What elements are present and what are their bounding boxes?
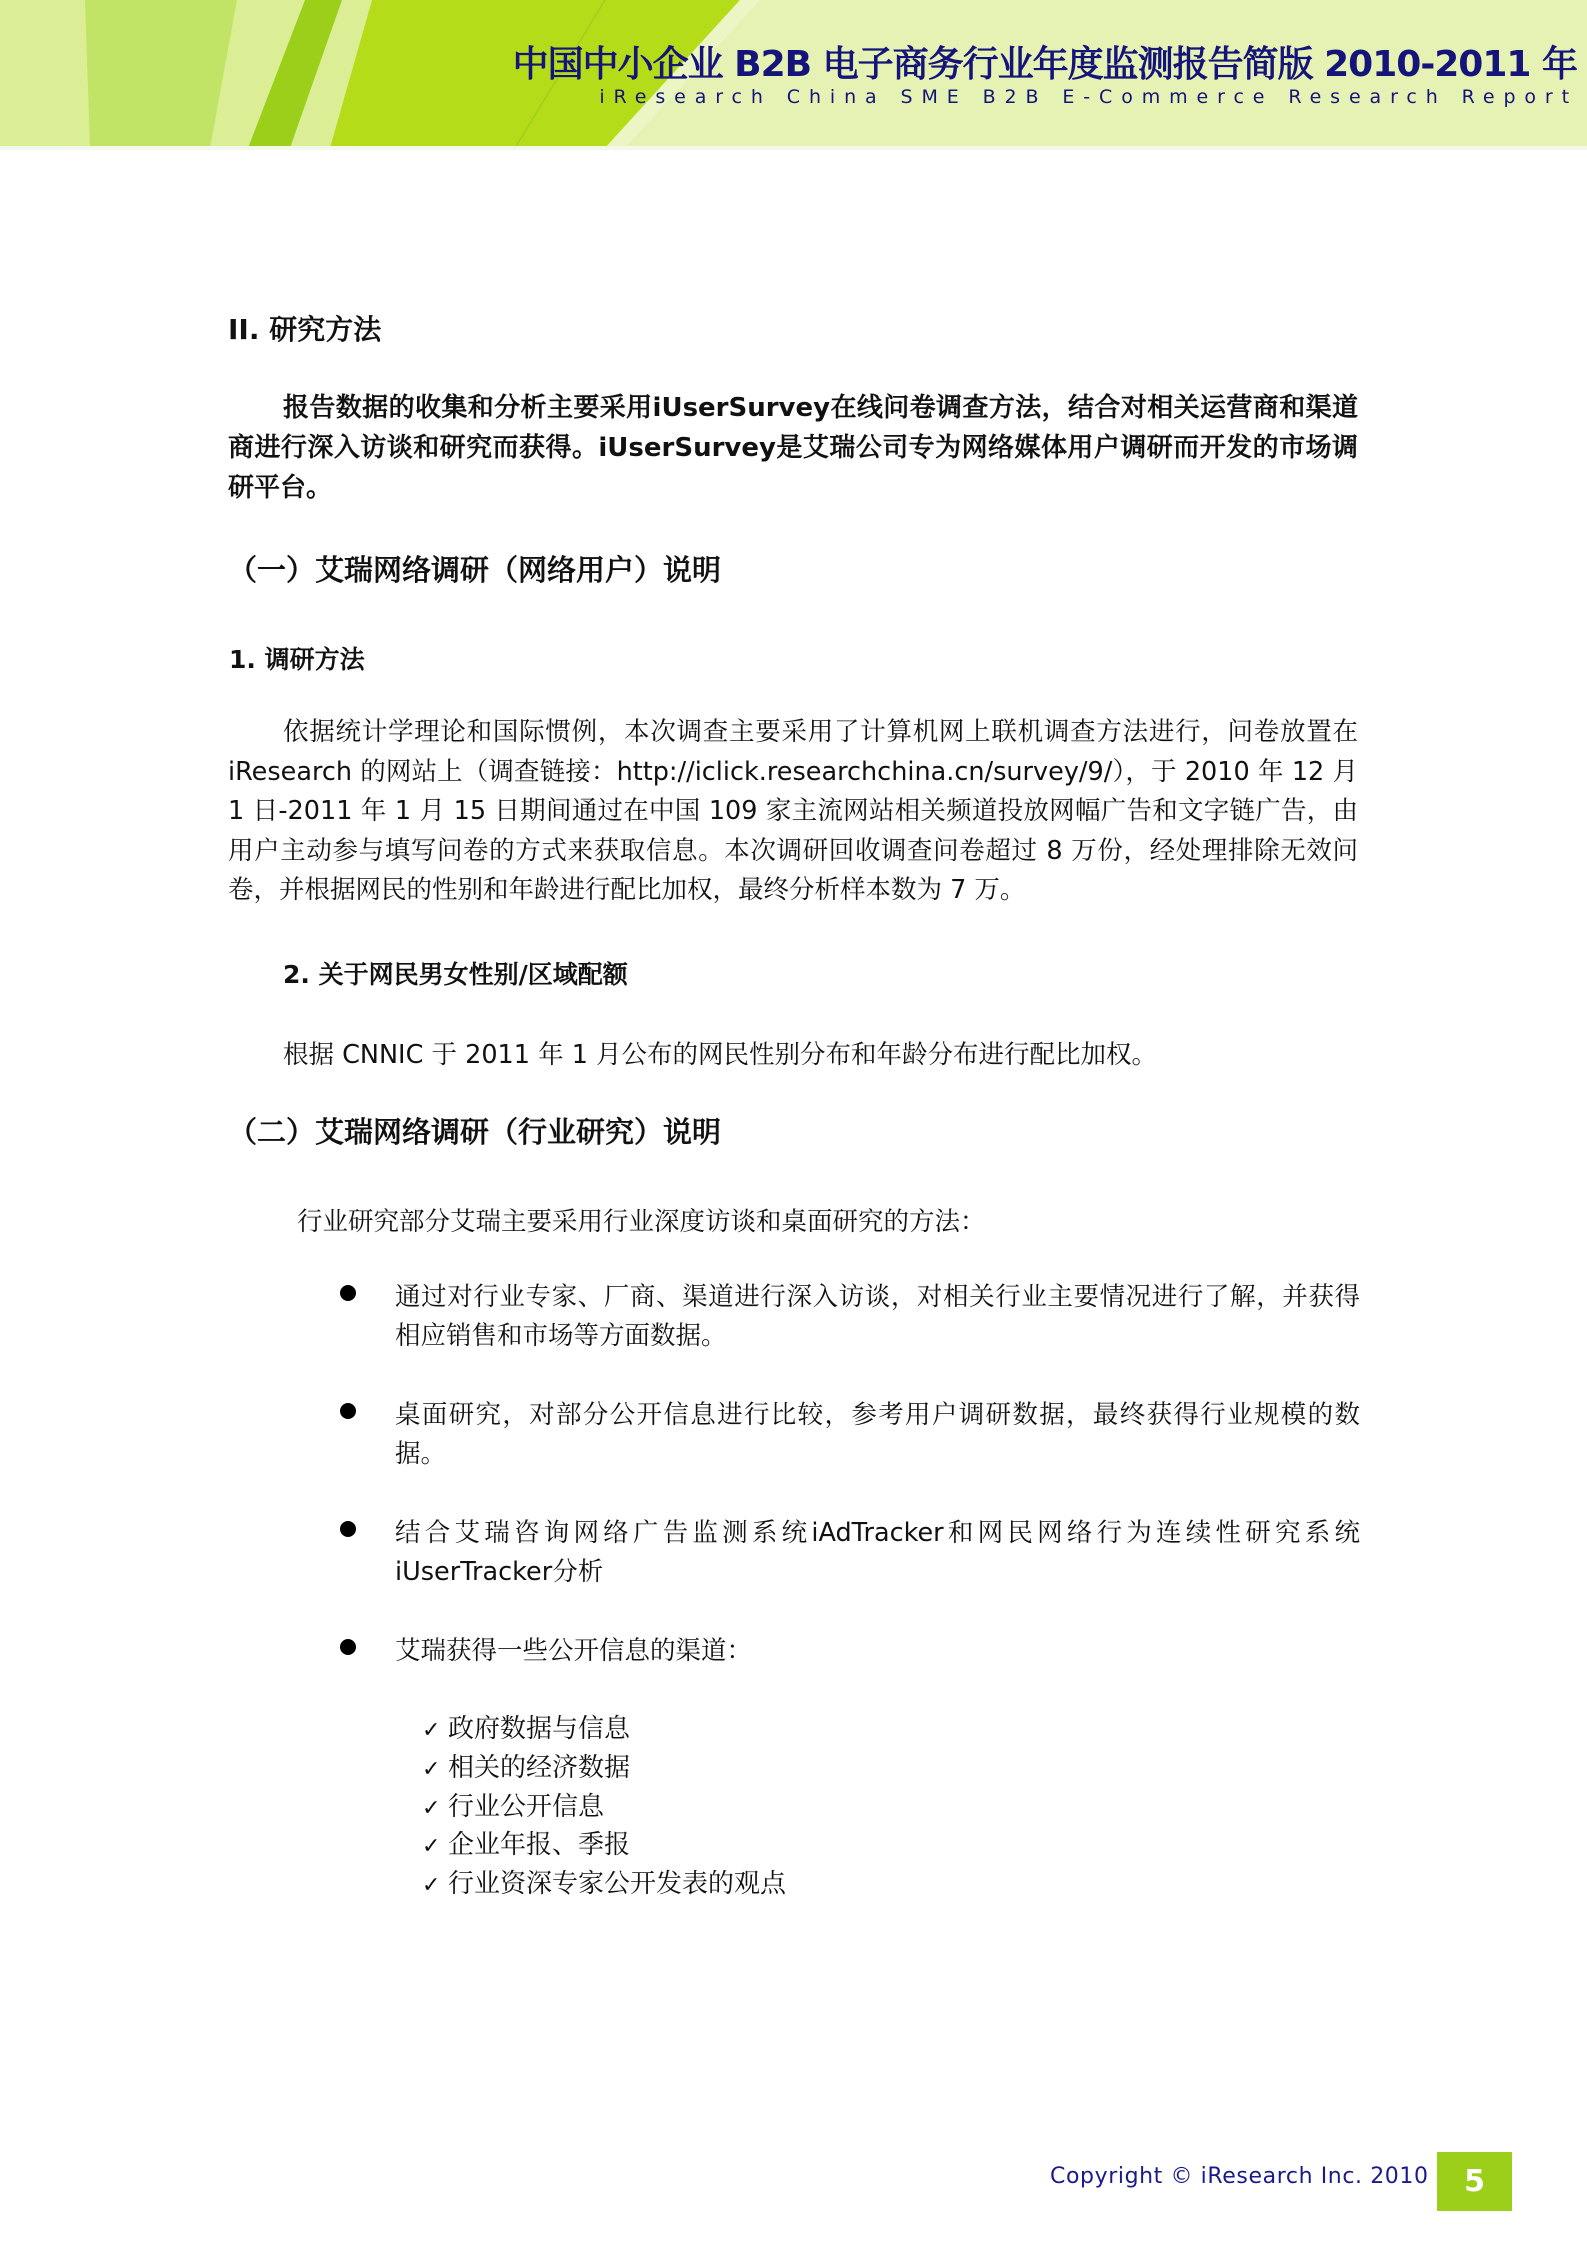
filled-circle-icon (340, 1285, 356, 1301)
subsection-1-title: （一）艾瑞网络调研（网络用户）说明 (228, 553, 722, 587)
checklist-item-label: 行业公开信息 (448, 1791, 605, 1822)
report-subtitle: iResearch China SME B2B E-Commerce Research Report (599, 86, 1578, 108)
checklist-item-label: 政府数据与信息 (448, 1714, 631, 1744)
filled-circle-icon (340, 1403, 356, 1419)
public-info-channels-list (422, 1710, 786, 1904)
checklist-item (422, 1749, 786, 1788)
checkmark-icon: ✓ (422, 1756, 441, 1782)
checklist-item-label: 企业年报、季报 (448, 1830, 631, 1861)
intro-paragraph: 报告数据的收集和分析主要采用iUserSurvey在线问卷调查方法，结合对相关运营商和渠道商进行深入访谈和研究而获得。iUserSurvey是艾瑞公司专为网络媒体用户调研而开发的市场调研平台。 (228, 393, 1358, 503)
bullet-item: 结合艾瑞咨询网络广告监测系统iAdTracker和网民网络行为连续性研究系统iUserTracker分析 (395, 1518, 1360, 1587)
section-title: II. 研究方法 (228, 313, 382, 346)
filled-circle-icon (340, 1639, 356, 1655)
checkmark-icon: ✓ (422, 1718, 441, 1743)
checklist-item (422, 1826, 786, 1865)
item-1-title: 1. 调研方法 (229, 645, 365, 674)
checkmark-icon: ✓ (422, 1834, 441, 1860)
checkmark-icon: ✓ (422, 1795, 441, 1821)
subsection-2-intro: 行业研究部分艾瑞主要采用行业深度访谈和桌面研究的方法： (297, 1207, 986, 1237)
bullet-item: 艾瑞获得一些公开信息的渠道： (395, 1636, 753, 1666)
report-title: 中国中小企业 B2B 电子商务行业年度监测报告简版 2010-2011 年 (512, 44, 1577, 85)
page-number: 5 (1437, 2152, 1512, 2211)
subsection-2-title: （二）艾瑞网络调研（行业研究）说明 (228, 1115, 722, 1149)
checkmark-icon: ✓ (422, 1873, 441, 1899)
checklist-item (422, 1865, 786, 1904)
checklist-item (422, 1710, 786, 1749)
copyright-notice: Copyright © iResearch Inc. 2010 (1050, 2164, 1429, 2189)
filled-circle-icon (340, 1521, 356, 1537)
item-2-paragraph: 根据 CNNIC 于 2011 年 1 月公布的网民性别分布和年龄分布进行配比加权。 (283, 1040, 1158, 1070)
header-banner (0, 0, 1587, 150)
item-1-paragraph: 依据统计学理论和国际惯例，本次调查主要采用了计算机网上联机调查方法进行，问卷放置在 iResearch 的网站上（调查链接：http://iclick.researchchina.cn/survey/9/），于 2010 年 12 月 1 日-2011 年 1 月 15 日期间通过在中国 109 家主流网站相关频道投放网幅广告和文字链广告，由用户主动参与填写问卷的方式来获取信息。本次调研回收调查问卷超过 8 万份，经处理排除无效问卷，并根据网民的性别和年龄进行配比加权，最终分析样本数为 7 万。 (228, 717, 1358, 906)
bullet-item: 桌面研究，对部分公开信息进行比较，参考用户调研数据，最终获得行业规模的数据。 (395, 1400, 1360, 1469)
checklist-item-label: 行业资深专家公开发表的观点 (448, 1869, 787, 1900)
checklist-item (422, 1788, 786, 1827)
item-2-title: 2. 关于网民男女性别/区域配额 (283, 960, 628, 989)
bullet-item: 通过对行业专家、厂商、渠道进行深入访谈，对相关行业主要情况进行了解，并获得相应销售和市场等方面数据。 (395, 1282, 1360, 1351)
checklist-item-label: 相关的经济数据 (448, 1752, 631, 1783)
